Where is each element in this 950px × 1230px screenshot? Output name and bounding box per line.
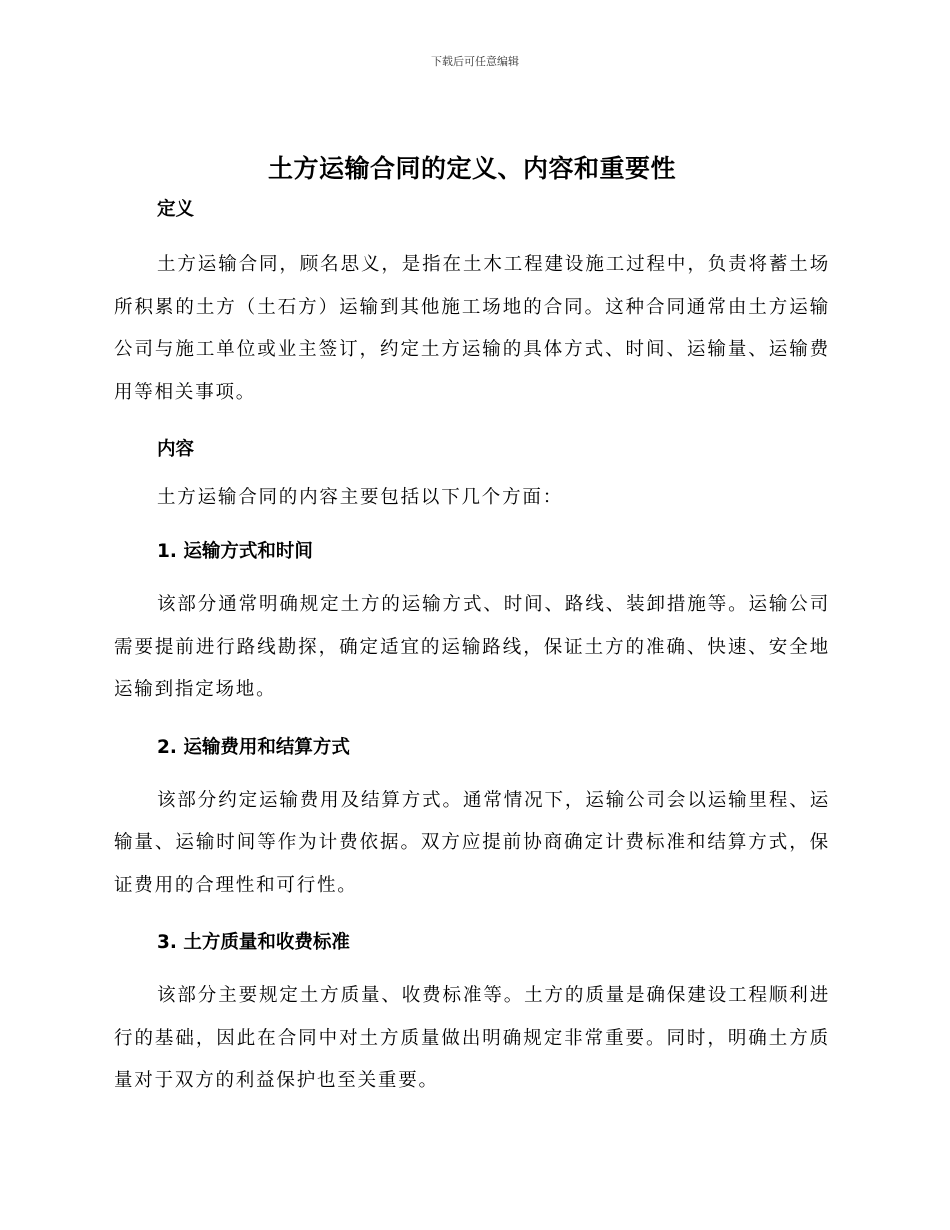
document-body: [114, 148, 830, 1103]
definition-paragraph: 土方运输合同，顾名思义，是指在土木工程建设施工过程中，负责将蓄土场所积累的土方（土石方）运输到其他施工场地的合同。这种合同通常由土方运输公司与施工单位或业主签订，约定土方运输的具体方式、时间、运输量、运输费用等相关事项。: [114, 254, 830, 403]
item-paragraph-transport-method: 该部分通常明确规定土方的运输方式、时间、路线、装卸措施等。运输公司需要提前进行路线勘探，确定适宜的运输路线，保证土方的准确、快速、安全地运输到指定场地。: [114, 594, 830, 700]
item-heading-transport-method: 1. 运输方式和时间: [157, 541, 313, 562]
item-heading-transport-fees: 2. 运输费用和结算方式: [157, 736, 350, 758]
section-heading-definition: 定义: [157, 199, 195, 220]
header-note: 下载后可任意编辑: [431, 55, 519, 68]
item-paragraph-transport-fees: 该部分约定运输费用及结算方式。通常情况下，运输公司会以运输里程、运输量、运输时间等作为计费依据。双方应提前协商确定计费标准和结算方式，保证费用的合理性和可行性。: [114, 789, 830, 896]
document-title: 土方运输合同的定义、内容和重要性: [267, 154, 676, 183]
section-heading-content: 内容: [157, 439, 195, 460]
item-paragraph-earth-quality: 该部分主要规定土方质量、收费标准等。土方的质量是确保建设工程顺利进行的基础，因此在合同中对土方质量做出明确规定非常重要。同时，明确土方质量对于双方的利益保护也至关重要。: [114, 985, 830, 1091]
item-heading-earth-quality: 3. 土方质量和收费标准: [157, 932, 350, 953]
content-intro-paragraph: 土方运输合同的内容主要包括以下几个方面：: [157, 487, 564, 508]
